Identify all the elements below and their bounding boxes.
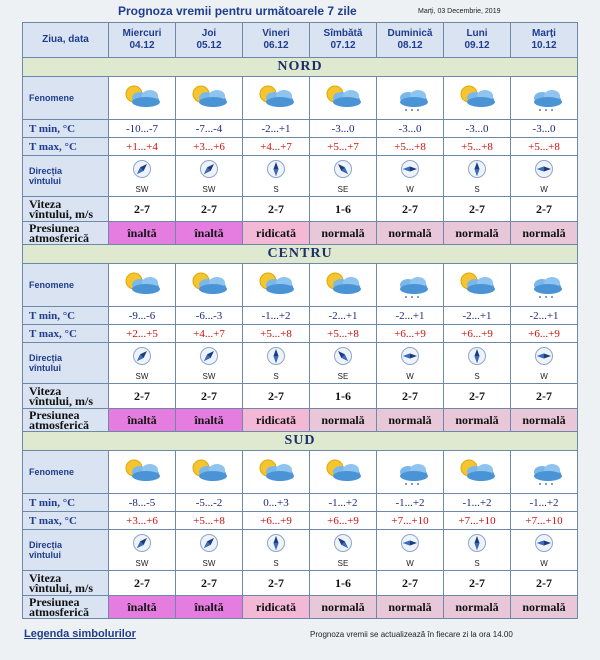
wind-arrow-icon xyxy=(333,346,353,371)
wind-direction-cell xyxy=(511,343,578,384)
wind-direction xyxy=(109,159,175,194)
cloudy-sun-icon xyxy=(444,83,510,113)
tmin-value: -2...+1 xyxy=(511,307,578,325)
day-date: 05.12 xyxy=(196,40,222,51)
day-header xyxy=(176,23,243,58)
phenomena-label: Fenomene xyxy=(23,264,109,307)
wind-speed-value: 1-6 xyxy=(310,571,377,596)
wind-speed-row xyxy=(23,571,578,596)
cloudy-sun-icon xyxy=(109,83,175,113)
pressure-value: normală xyxy=(444,596,511,619)
phenomena-cell xyxy=(109,77,176,120)
day-name: Miercuri xyxy=(122,28,162,39)
tmin-value: -8...-5 xyxy=(109,494,176,512)
wind-arrow-icon xyxy=(266,533,286,558)
day-header xyxy=(444,23,511,58)
phenomena-cell xyxy=(310,451,377,494)
pressure-value: înaltă xyxy=(109,596,176,619)
cloudy-sun-icon xyxy=(109,457,175,487)
wind-speed-value: 2-7 xyxy=(109,384,176,409)
wind-direction-cell xyxy=(377,156,444,197)
region-row xyxy=(23,58,578,77)
wind-speed-value: 2-7 xyxy=(377,197,444,222)
wind-direction-cell xyxy=(444,530,511,571)
tmax-row xyxy=(23,325,578,343)
wind-direction xyxy=(511,346,577,381)
wind-speed-value: 2-7 xyxy=(377,384,444,409)
day-name: Marți xyxy=(532,28,556,39)
wind-direction-text: SW xyxy=(135,558,149,568)
pressure-value: înaltă xyxy=(176,596,243,619)
cloudy-snow-icon xyxy=(377,270,443,300)
label-line: vîntului, m/s xyxy=(29,207,94,221)
wind-arrow-icon xyxy=(132,159,152,184)
pressure-value: normală xyxy=(377,222,444,245)
wind-speed-label xyxy=(23,571,109,596)
wind-direction-label xyxy=(23,343,109,384)
pressure-value: normală xyxy=(310,222,377,245)
wind-direction-text: S xyxy=(474,184,480,194)
tmax-value: +7...+10 xyxy=(377,512,444,530)
wind-direction xyxy=(176,533,242,568)
tmax-value: +2...+5 xyxy=(109,325,176,343)
day-date: 07.12 xyxy=(330,40,356,51)
tmin-value: -9...-6 xyxy=(109,307,176,325)
cloudy-sun-icon xyxy=(444,270,510,300)
tmin-value: -3...0 xyxy=(444,120,511,138)
wind-arrow-icon xyxy=(199,346,219,371)
tmax-value: +4...+7 xyxy=(176,325,243,343)
wind-direction-cell xyxy=(310,156,377,197)
wind-direction-cell xyxy=(310,343,377,384)
cloudy-sun-icon xyxy=(310,457,376,487)
wind-speed-value: 2-7 xyxy=(511,197,578,222)
label-line: Presiunea xyxy=(29,595,80,609)
tmax-value: +6...+9 xyxy=(310,512,377,530)
tmax-value: +6...+9 xyxy=(444,325,511,343)
tmin-value: -2...+1 xyxy=(310,307,377,325)
wind-direction-cell xyxy=(109,343,176,384)
wind-direction xyxy=(176,346,242,381)
label-line: vîntului xyxy=(29,550,61,560)
wind-arrow-icon xyxy=(400,533,420,558)
tmax-label: T max, °C xyxy=(23,512,109,530)
phenomena-cell xyxy=(377,77,444,120)
pressure-value: înaltă xyxy=(109,222,176,245)
label-line: Viteza xyxy=(29,571,62,585)
wind-arrow-icon xyxy=(132,346,152,371)
phenomena-cell xyxy=(444,451,511,494)
day-header xyxy=(310,23,377,58)
tmax-value: +5...+7 xyxy=(310,138,377,156)
day-header xyxy=(109,23,176,58)
tmax-label: T max, °C xyxy=(23,325,109,343)
tmin-value: -1...+2 xyxy=(310,494,377,512)
wind-direction-text: S xyxy=(273,371,279,381)
pressure-value: ridicată xyxy=(243,596,310,619)
day-date: 06.12 xyxy=(263,40,289,51)
pressure-value: ridicată xyxy=(243,409,310,432)
wind-direction xyxy=(511,159,577,194)
tmin-value: -1...+2 xyxy=(511,494,578,512)
wind-speed-value: 2-7 xyxy=(243,571,310,596)
wind-direction xyxy=(444,533,510,568)
tmin-value: -7...-4 xyxy=(176,120,243,138)
wind-arrow-icon xyxy=(534,533,554,558)
day-name: Vineri xyxy=(262,28,290,39)
wind-speed-value: 2-7 xyxy=(176,197,243,222)
wind-direction-cell xyxy=(377,343,444,384)
wind-speed-value: 1-6 xyxy=(310,197,377,222)
wind-speed-value: 2-7 xyxy=(243,197,310,222)
wind-direction-cell xyxy=(243,156,310,197)
wind-direction-text: W xyxy=(540,558,548,568)
tmin-label: T min, °C xyxy=(23,494,109,512)
label-line: Presiunea xyxy=(29,408,80,422)
wind-direction-cell xyxy=(511,530,578,571)
phenomena-cell xyxy=(243,264,310,307)
wind-direction xyxy=(310,346,376,381)
wind-direction xyxy=(511,533,577,568)
label-line: Direcția xyxy=(29,166,63,176)
phenomena-cell xyxy=(310,77,377,120)
wind-direction-cell xyxy=(310,530,377,571)
region-name: SUD xyxy=(23,432,578,451)
tmin-value: -3...0 xyxy=(377,120,444,138)
tmin-value: -1...+2 xyxy=(444,494,511,512)
wind-direction-text: SW xyxy=(135,371,149,381)
wind-direction-text: SW xyxy=(202,184,216,194)
wind-direction-cell xyxy=(444,156,511,197)
wind-direction-text: W xyxy=(406,558,414,568)
wind-arrow-icon xyxy=(467,533,487,558)
tmax-value: +4...+7 xyxy=(243,138,310,156)
wind-speed-value: 2-7 xyxy=(444,384,511,409)
tmin-value: -2...+1 xyxy=(243,120,310,138)
phenomena-cell xyxy=(310,264,377,307)
phenomena-cell xyxy=(444,264,511,307)
phenomena-cell xyxy=(243,451,310,494)
day-date: 08.12 xyxy=(397,40,423,51)
wind-direction-text: SE xyxy=(337,558,349,568)
label-line: Direcția xyxy=(29,353,63,363)
cloudy-snow-icon xyxy=(377,457,443,487)
wind-direction-text: W xyxy=(406,371,414,381)
wind-direction-text: SE xyxy=(337,371,349,381)
wind-arrow-icon xyxy=(266,346,286,371)
label-line: vîntului xyxy=(29,176,61,186)
tmax-value: +5...+8 xyxy=(377,138,444,156)
cloudy-sun-icon xyxy=(176,83,242,113)
tmax-value: +5...+8 xyxy=(243,325,310,343)
pressure-value: înaltă xyxy=(176,409,243,432)
wind-direction xyxy=(444,159,510,194)
tmin-value: -10...-7 xyxy=(109,120,176,138)
pressure-value: înaltă xyxy=(176,222,243,245)
phenomena-cell xyxy=(511,77,578,120)
wind-direction-text: S xyxy=(474,371,480,381)
wind-speed-value: 2-7 xyxy=(377,571,444,596)
cloudy-sun-icon xyxy=(310,83,376,113)
pressure-value: normală xyxy=(310,409,377,432)
tmax-value: +3...+6 xyxy=(109,512,176,530)
tmax-value: +6...+9 xyxy=(243,512,310,530)
label-line: atmosferică xyxy=(29,605,89,619)
day-header xyxy=(243,23,310,58)
label-line: Direcția xyxy=(29,540,63,550)
wind-direction-text: SW xyxy=(135,184,149,194)
pressure-value: normală xyxy=(377,596,444,619)
wind-speed-row xyxy=(23,197,578,222)
wind-direction xyxy=(310,533,376,568)
cloudy-sun-icon xyxy=(243,83,309,113)
wind-direction-text: W xyxy=(406,184,414,194)
wind-direction-text: SW xyxy=(202,371,216,381)
tmin-value: -1...+2 xyxy=(377,494,444,512)
pressure-label xyxy=(23,222,109,245)
tmax-value: +5...+8 xyxy=(176,512,243,530)
wind-arrow-icon xyxy=(467,159,487,184)
cloudy-sun-icon xyxy=(243,457,309,487)
cloudy-sun-icon xyxy=(444,457,510,487)
label-line: Viteza xyxy=(29,384,62,398)
wind-arrow-icon xyxy=(266,159,286,184)
phenomena-cell xyxy=(511,451,578,494)
wind-arrow-icon xyxy=(534,346,554,371)
col-header-day-date: Ziua, data xyxy=(23,23,109,58)
wind-direction xyxy=(109,533,175,568)
label-line: vîntului xyxy=(29,363,61,373)
tmin-value: -2...+1 xyxy=(444,307,511,325)
phenomena-cell xyxy=(444,77,511,120)
tmax-value: +5...+8 xyxy=(310,325,377,343)
wind-direction xyxy=(310,159,376,194)
tmax-value: +6...+9 xyxy=(511,325,578,343)
label-line: vîntului, m/s xyxy=(29,394,94,408)
tmax-value: +6...+9 xyxy=(377,325,444,343)
phenomena-cell xyxy=(109,264,176,307)
phenomena-label: Fenomene xyxy=(23,451,109,494)
phenomena-cell xyxy=(511,264,578,307)
wind-speed-label xyxy=(23,197,109,222)
wind-direction-cell xyxy=(243,530,310,571)
wind-direction xyxy=(176,159,242,194)
pressure-label xyxy=(23,596,109,619)
label-line: Viteza xyxy=(29,197,62,211)
cloudy-sun-icon xyxy=(243,270,309,300)
wind-direction-row xyxy=(23,156,578,197)
cloudy-snow-icon xyxy=(377,83,443,113)
phenomena-cell xyxy=(243,77,310,120)
tmin-value: 0...+3 xyxy=(243,494,310,512)
wind-speed-value: 2-7 xyxy=(444,197,511,222)
wind-direction xyxy=(377,533,443,568)
wind-direction xyxy=(444,346,510,381)
update-note: Prognoza vremii se actualizează în fiecare zi la ora 14.00 xyxy=(310,630,513,639)
forecast-table xyxy=(22,22,578,619)
phenomena-cell xyxy=(377,451,444,494)
tmax-label: T max, °C xyxy=(23,138,109,156)
tmin-value: -6...-3 xyxy=(176,307,243,325)
wind-direction-label xyxy=(23,530,109,571)
wind-direction-cell xyxy=(511,156,578,197)
wind-direction-cell xyxy=(176,530,243,571)
wind-arrow-icon xyxy=(132,533,152,558)
tmax-row xyxy=(23,138,578,156)
wind-direction-cell xyxy=(176,343,243,384)
day-date: 09.12 xyxy=(464,40,490,51)
wind-arrow-icon xyxy=(534,159,554,184)
phenomena-row xyxy=(23,264,578,307)
label-line: Presiunea xyxy=(29,221,80,235)
tmin-row xyxy=(23,494,578,512)
pressure-value: normală xyxy=(511,596,578,619)
label-line: atmosferică xyxy=(29,418,89,432)
phenomena-cell xyxy=(176,264,243,307)
wind-direction-cell xyxy=(243,343,310,384)
wind-direction-cell xyxy=(176,156,243,197)
wind-direction xyxy=(243,346,309,381)
pressure-row xyxy=(23,222,578,245)
wind-direction-row xyxy=(23,343,578,384)
wind-speed-value: 2-7 xyxy=(109,197,176,222)
day-name: Luni xyxy=(466,28,488,39)
region-row xyxy=(23,432,578,451)
wind-direction-cell xyxy=(109,530,176,571)
cloudy-snow-icon xyxy=(511,83,577,113)
wind-direction-label xyxy=(23,156,109,197)
tmax-value: +1...+4 xyxy=(109,138,176,156)
tmin-label: T min, °C xyxy=(23,307,109,325)
phenomena-row xyxy=(23,451,578,494)
wind-direction xyxy=(243,533,309,568)
tmin-row xyxy=(23,307,578,325)
tmin-value: -5...-2 xyxy=(176,494,243,512)
wind-direction-cell xyxy=(109,156,176,197)
wind-direction-text: S xyxy=(273,184,279,194)
wind-speed-value: 1-6 xyxy=(310,384,377,409)
pressure-value: înaltă xyxy=(109,409,176,432)
pressure-row xyxy=(23,409,578,432)
pressure-value: normală xyxy=(511,222,578,245)
wind-speed-value: 2-7 xyxy=(109,571,176,596)
wind-direction-text: SW xyxy=(202,558,216,568)
tmin-row xyxy=(23,120,578,138)
phenomena-cell xyxy=(109,451,176,494)
cloudy-snow-icon xyxy=(511,457,577,487)
wind-direction-cell xyxy=(444,343,511,384)
day-date: 10.12 xyxy=(531,40,557,51)
phenomena-row xyxy=(23,77,578,120)
wind-speed-row xyxy=(23,384,578,409)
pressure-value: ridicată xyxy=(243,222,310,245)
day-name: Joi xyxy=(201,28,217,39)
day-header xyxy=(377,23,444,58)
region-name: CENTRU xyxy=(23,245,578,264)
tmin-value: -3...0 xyxy=(310,120,377,138)
wind-speed-value: 2-7 xyxy=(176,571,243,596)
wind-direction-text: W xyxy=(540,184,548,194)
cloudy-snow-icon xyxy=(511,270,577,300)
wind-arrow-icon xyxy=(467,346,487,371)
day-name: Duminică xyxy=(387,28,433,39)
cloudy-sun-icon xyxy=(109,270,175,300)
wind-arrow-icon xyxy=(400,346,420,371)
tmax-row xyxy=(23,512,578,530)
region-row xyxy=(23,245,578,264)
wind-direction xyxy=(377,159,443,194)
label-line: atmosferică xyxy=(29,231,89,245)
wind-direction xyxy=(243,159,309,194)
wind-arrow-icon xyxy=(333,533,353,558)
pressure-label xyxy=(23,409,109,432)
wind-direction-text: S xyxy=(474,558,480,568)
wind-speed-value: 2-7 xyxy=(444,571,511,596)
legend-link[interactable]: Legenda simbolurilor xyxy=(24,628,136,640)
tmin-label: T min, °C xyxy=(23,120,109,138)
wind-direction-row xyxy=(23,530,578,571)
cloudy-sun-icon xyxy=(176,457,242,487)
day-name: Sîmbătă xyxy=(323,28,363,39)
wind-speed-label xyxy=(23,384,109,409)
wind-direction-cell xyxy=(377,530,444,571)
pressure-value: normală xyxy=(444,222,511,245)
tmin-value: -1...+2 xyxy=(243,307,310,325)
wind-direction-text: W xyxy=(540,371,548,381)
pressure-row xyxy=(23,596,578,619)
phenomena-cell xyxy=(176,77,243,120)
cloudy-sun-icon xyxy=(176,270,242,300)
tmin-value: -3...0 xyxy=(511,120,578,138)
pressure-value: normală xyxy=(444,409,511,432)
tmax-value: +5...+8 xyxy=(444,138,511,156)
wind-direction xyxy=(109,346,175,381)
wind-speed-value: 2-7 xyxy=(511,384,578,409)
tmax-value: +7...+10 xyxy=(511,512,578,530)
region-name: NORD xyxy=(23,58,578,77)
wind-direction-text: SE xyxy=(337,184,349,194)
tmax-value: +3...+6 xyxy=(176,138,243,156)
pressure-value: normală xyxy=(377,409,444,432)
wind-arrow-icon xyxy=(400,159,420,184)
label-line: vîntului, m/s xyxy=(29,581,94,595)
tmax-value: +5...+8 xyxy=(511,138,578,156)
wind-speed-value: 2-7 xyxy=(511,571,578,596)
page-title: Prognoza vremii pentru următoarele 7 zile xyxy=(118,4,357,18)
day-date: 04.12 xyxy=(129,40,155,51)
day-header-row xyxy=(23,23,578,58)
pressure-value: normală xyxy=(511,409,578,432)
tmin-value: -2...+1 xyxy=(377,307,444,325)
wind-speed-value: 2-7 xyxy=(176,384,243,409)
wind-arrow-icon xyxy=(333,159,353,184)
wind-arrow-icon xyxy=(199,159,219,184)
wind-arrow-icon xyxy=(199,533,219,558)
cloudy-sun-icon xyxy=(310,270,376,300)
phenomena-label: Fenomene xyxy=(23,77,109,120)
current-date: Marți, 03 Decembrie, 2019 xyxy=(418,8,501,15)
day-header xyxy=(511,23,578,58)
wind-direction-text: S xyxy=(273,558,279,568)
phenomena-cell xyxy=(377,264,444,307)
pressure-value: normală xyxy=(310,596,377,619)
phenomena-cell xyxy=(176,451,243,494)
tmax-value: +7...+10 xyxy=(444,512,511,530)
wind-speed-value: 2-7 xyxy=(243,384,310,409)
wind-direction xyxy=(377,346,443,381)
